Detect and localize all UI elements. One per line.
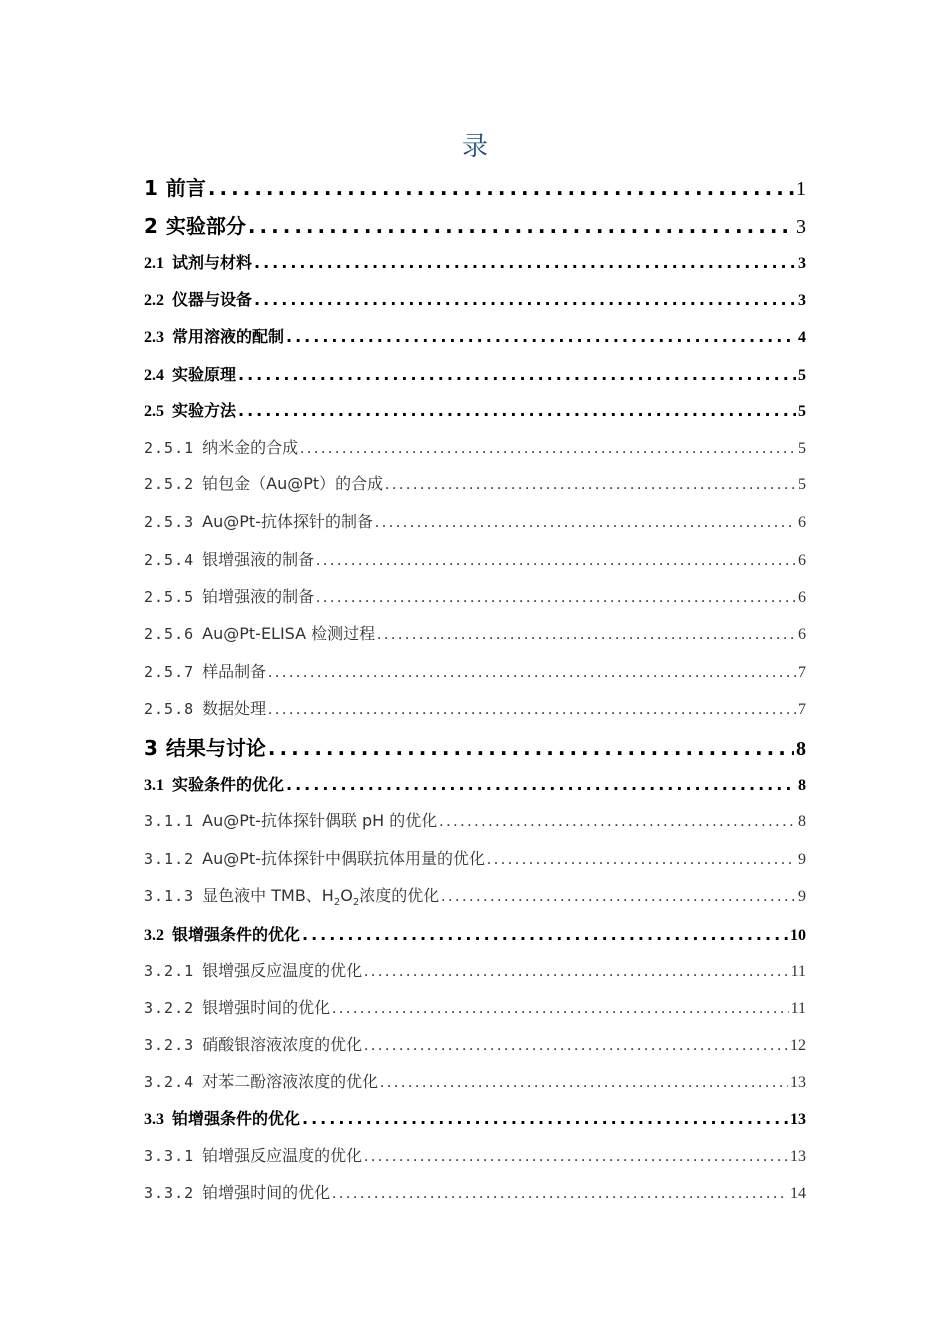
- toc-entry-number: 2.2: [144, 292, 164, 309]
- dot-leader: [208, 176, 794, 200]
- dot-leader: [254, 253, 796, 272]
- toc-entry-number: 2.5.8: [144, 700, 195, 718]
- toc-entry[interactable]: [144, 1032, 806, 1055]
- dot-leader: [254, 290, 796, 309]
- toc-entry[interactable]: [144, 772, 806, 795]
- dot-leader: [364, 963, 788, 981]
- toc-entry[interactable]: [144, 584, 806, 607]
- toc-entry[interactable]: [144, 509, 806, 532]
- toc-entry-title: 结果与讨论: [165, 736, 266, 760]
- toc-entry[interactable]: [144, 250, 806, 273]
- toc-entry-page: 8: [796, 738, 806, 760]
- page-title: 录: [461, 132, 488, 162]
- toc-entry-page: 12: [790, 1037, 806, 1054]
- toc-entry-title: 数据处理: [202, 699, 267, 718]
- toc-entry-page: 6: [798, 514, 806, 531]
- dot-leader: [316, 552, 796, 570]
- toc-entry[interactable]: [144, 324, 806, 347]
- toc-entry-number: 3.1: [144, 777, 164, 794]
- toc-entry[interactable]: [144, 287, 806, 310]
- toc-entry[interactable]: [144, 995, 806, 1018]
- toc-entry-title: 前言: [165, 176, 206, 200]
- toc-entry-page: 1: [796, 178, 806, 200]
- toc-entry-page: 13: [790, 1111, 806, 1128]
- dot-leader: [238, 401, 796, 420]
- dot-leader: [364, 1037, 788, 1055]
- toc-entry-number: 3.1.2: [144, 850, 195, 868]
- toc-entry-page: 6: [798, 626, 806, 643]
- toc-entry-number: 3.2: [144, 927, 164, 944]
- dot-leader: [380, 1074, 788, 1092]
- toc-entry-title: 仪器与设备: [172, 290, 253, 309]
- toc-entry-number: 2.1: [144, 255, 164, 272]
- toc-entry-page: 11: [790, 963, 806, 980]
- toc-entry-number: 3.1.3: [144, 887, 195, 905]
- toc-entry-page: 4: [798, 329, 806, 346]
- toc-entry-title: 硝酸银溶液浓度的优化: [202, 1035, 363, 1054]
- toc-entry-number: 3: [144, 736, 158, 760]
- toc-entry-page: 6: [798, 552, 806, 569]
- toc-entry-number: 2.5: [144, 403, 164, 420]
- toc-entry-title: 试剂与材料: [172, 253, 253, 272]
- toc-entry-page: 13: [790, 1148, 806, 1165]
- toc-entry-page: 8: [798, 777, 806, 794]
- dot-leader: [377, 626, 796, 644]
- toc-entry-title: 铂增强时间的优化: [202, 1183, 331, 1202]
- dot-leader: [302, 1109, 788, 1128]
- toc-entry-page: 6: [798, 589, 806, 606]
- toc-entry[interactable]: [144, 1143, 806, 1166]
- toc-entry-page: 8: [798, 813, 806, 830]
- toc-entry-page: 13: [790, 1074, 806, 1091]
- toc-entry-number: 2.5.6: [144, 625, 195, 643]
- toc-entry[interactable]: [144, 883, 806, 908]
- toc-entry-title: 纳米金的合成: [202, 438, 299, 457]
- toc-entry[interactable]: [144, 659, 806, 682]
- toc-entry-title: 银增强时间的优化: [202, 998, 331, 1017]
- dot-leader: [238, 365, 796, 384]
- toc-entry-title: 铂增强液的制备: [202, 587, 315, 606]
- dot-leader: [332, 1185, 788, 1203]
- dot-leader: [268, 701, 796, 719]
- dot-leader: [487, 851, 796, 869]
- toc-entry-page: 5: [798, 403, 806, 420]
- dot-leader: [302, 925, 788, 944]
- toc-entry-title: 实验条件的优化: [172, 775, 285, 794]
- toc-entry-number: 2: [144, 214, 158, 238]
- dot-leader: [268, 664, 796, 682]
- toc-entry-title: 铂增强条件的优化: [172, 1109, 301, 1128]
- toc-entry-number: 3.1.1: [144, 812, 195, 830]
- toc-entry-number: 2.5.1: [144, 439, 195, 457]
- dot-leader: [286, 775, 796, 794]
- toc-entry-page: 5: [798, 367, 806, 384]
- toc-entry-page: 10: [790, 927, 806, 944]
- toc-entry[interactable]: [144, 210, 806, 239]
- toc-entry-number: 3.2.3: [144, 1036, 195, 1054]
- toc-entry-page: 3: [798, 255, 806, 272]
- toc-entry[interactable]: [144, 362, 806, 385]
- toc-entry-page: 5: [798, 476, 806, 493]
- dot-leader: [375, 514, 796, 532]
- toc-entry-page: 3: [796, 216, 806, 238]
- toc-entry[interactable]: [144, 547, 806, 570]
- toc-entry[interactable]: [144, 732, 806, 761]
- toc-entry-number: 2.4: [144, 367, 164, 384]
- toc-entry[interactable]: [144, 922, 806, 945]
- toc-entry-page: 9: [798, 851, 806, 868]
- toc-entry-number: 2.5.4: [144, 551, 195, 569]
- toc-entry[interactable]: [144, 808, 806, 831]
- dot-leader: [441, 888, 796, 906]
- toc-entry-title: 银增强液的制备: [202, 550, 315, 569]
- toc-entry[interactable]: [144, 1106, 806, 1129]
- toc-entry-title: 铂增强反应温度的优化: [202, 1146, 363, 1165]
- toc-entry[interactable]: [144, 172, 806, 201]
- toc-entry-page: 7: [798, 664, 806, 681]
- dot-leader: [364, 1148, 788, 1166]
- toc-entry[interactable]: [144, 696, 806, 719]
- toc-entry-title: 样品制备: [202, 662, 267, 681]
- toc-entry-number: 2.5.3: [144, 513, 195, 531]
- toc-entry[interactable]: [144, 471, 806, 494]
- toc-entry-title: 显色液中 TMB、$H_2O_2$浓度的优化: [202, 886, 440, 909]
- toc-entry-title: Au@Pt-抗体探针的制备: [202, 512, 373, 531]
- toc-entry-title: Au@Pt-ELISA 检测过程: [202, 624, 376, 643]
- toc-entry-number: 1: [144, 176, 158, 200]
- toc-entry-number: 3.2.1: [144, 962, 195, 980]
- dot-leader: [316, 589, 796, 607]
- dot-leader: [332, 1000, 788, 1018]
- toc-entry-title: Au@Pt-抗体探针中偶联抗体用量的优化: [202, 849, 485, 868]
- toc-entry-number: 2.5.5: [144, 588, 195, 606]
- toc-entry-number: 3.3: [144, 1111, 164, 1128]
- toc-entry[interactable]: [144, 621, 806, 644]
- toc-entry[interactable]: [144, 1069, 806, 1092]
- toc-entry-title: 对苯二酚溶液浓度的优化: [202, 1072, 379, 1091]
- toc-entry[interactable]: [144, 1180, 806, 1203]
- toc-entry-number: 2.5.7: [144, 663, 195, 681]
- toc-entry-page: 14: [790, 1185, 806, 1202]
- dot-leader: [268, 736, 794, 760]
- toc-entry-page: 11: [790, 1000, 806, 1017]
- toc-entry-page: 5: [798, 440, 806, 457]
- dot-leader: [385, 476, 796, 494]
- toc-entry[interactable]: [144, 958, 806, 981]
- toc-entry-number: 3.2.4: [144, 1073, 195, 1091]
- toc-entry-title: 实验原理: [172, 365, 237, 384]
- toc-entry-page: 7: [798, 701, 806, 718]
- toc-entry-number: 3.3.1: [144, 1147, 195, 1165]
- toc-entry-title: 常用溶液的配制: [172, 327, 285, 346]
- toc-entry-title: 银增强反应温度的优化: [202, 961, 363, 980]
- dot-leader: [300, 440, 796, 458]
- dot-leader: [286, 327, 796, 346]
- toc-entry-title: 实验方法: [172, 401, 237, 420]
- toc-entry-number: 3.2.2: [144, 999, 195, 1017]
- toc-entry-number: 2.5.2: [144, 475, 195, 493]
- toc-entry-page: 3: [798, 292, 806, 309]
- dot-leader: [439, 813, 796, 831]
- dot-leader: [248, 214, 794, 238]
- toc-entry[interactable]: [144, 398, 806, 421]
- toc-entry-page: 9: [798, 888, 806, 905]
- toc-entry[interactable]: [144, 435, 806, 458]
- toc-entry-title: 银增强条件的优化: [172, 925, 301, 944]
- toc-entry-title: 铂包金（Au@Pt）的合成: [202, 474, 384, 493]
- toc-entry-title: 实验部分: [165, 214, 246, 238]
- toc-entry-number: 3.3.2: [144, 1184, 195, 1202]
- toc-entry-number: 2.3: [144, 329, 164, 346]
- toc-entry-title: Au@Pt-抗体探针偶联 pH 的优化: [202, 811, 438, 830]
- toc-entry[interactable]: [144, 846, 806, 869]
